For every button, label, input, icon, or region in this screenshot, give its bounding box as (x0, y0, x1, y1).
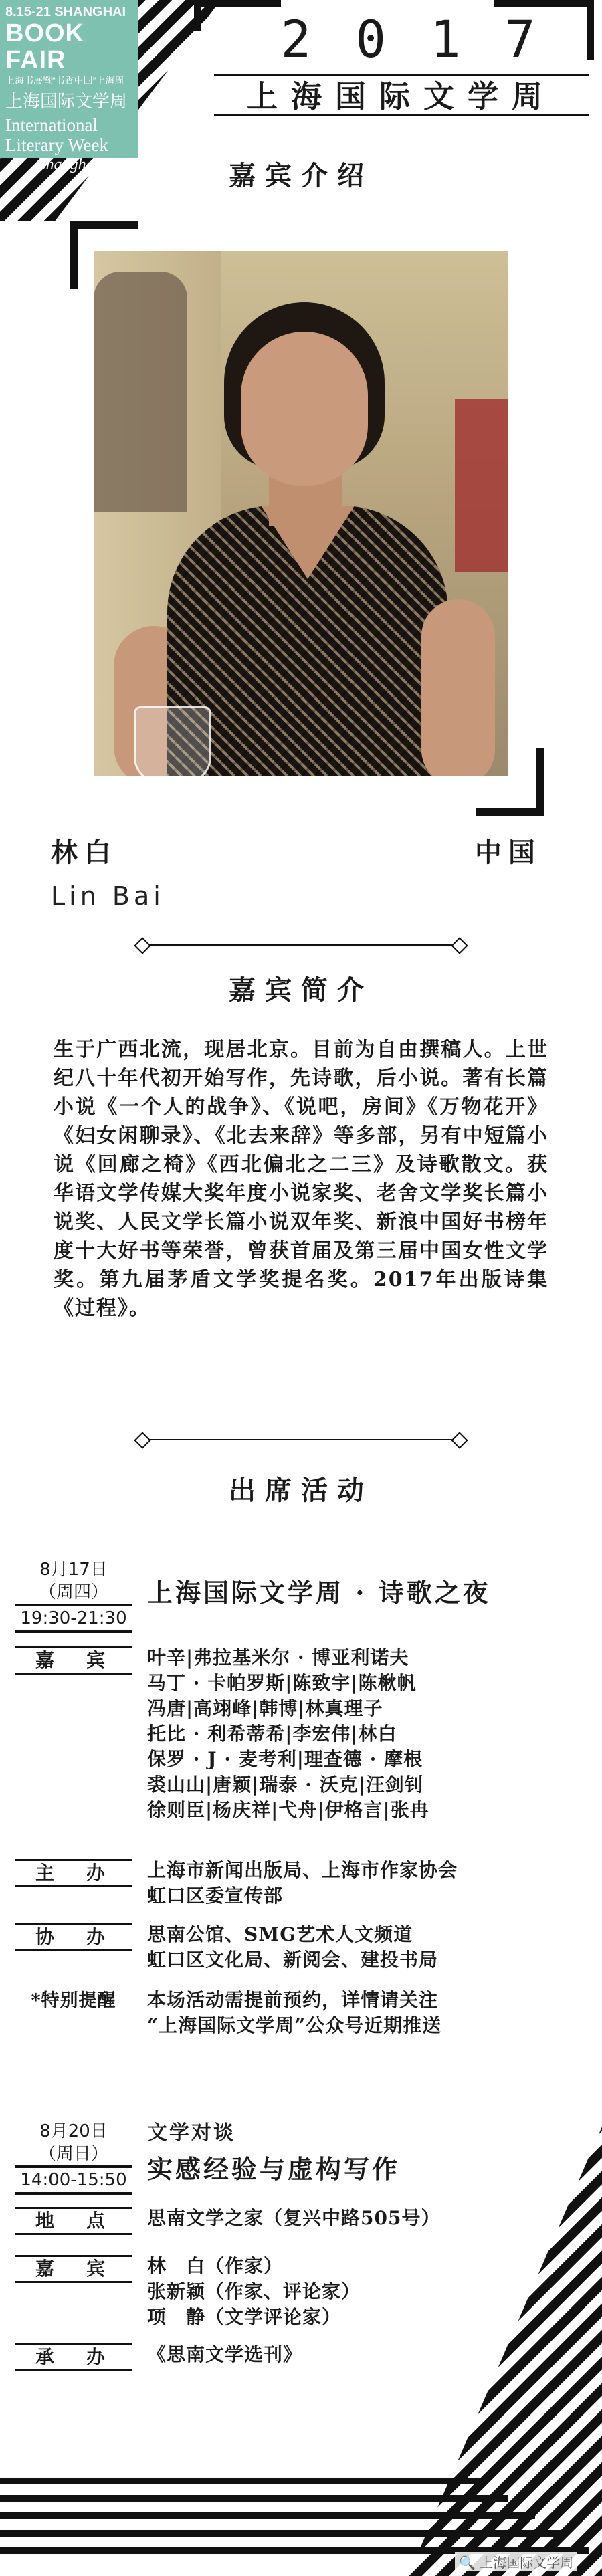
event2-category: 文学对谈 (147, 2121, 235, 2145)
logo-script: Shanghai (37, 156, 99, 173)
guest-line: 保罗 · J · 麦考利|理查德 · 摩根 (147, 1748, 423, 1770)
account-watermark: 🔍 上海国际文学周 (455, 2552, 577, 2571)
year-box (221, 4, 595, 71)
co-line: 思南公馆、SMG艺术人文频道 (147, 1923, 413, 1945)
event1-guests-label: 嘉 宾 (15, 1646, 132, 1675)
guest-name-en: Lin Bai (51, 881, 165, 911)
section-divider (134, 936, 468, 954)
guest-line: 徐则臣|杨庆祥|弋舟|伊格言|张冉 (147, 1799, 429, 1821)
logo-orgs: 上海书展暨“书香中国”上海周 (5, 75, 124, 86)
guest-line: 冯唐|高翊峰|韩博|林真理子 (147, 1697, 383, 1719)
event2-org-label: 承 办 (15, 2343, 132, 2371)
event2-org: 《思南文学选刊》 (147, 2343, 303, 2365)
guest-bio: 生于广西北流，现居北京。目前为自由撰稿人。上世纪八十年代初开始写作，先诗歌，后小说。著有长篇小说《一个人的战争》、《说吧，房间》《万物花开》《妇女闲聊录》、《北去来辞》等多部，另有中短篇小说《回廊之椅》《西北偏北之二三》及诗歌散文。获华语文学传媒大奖年度小说家奖、老舍文学奖长篇小说奖、人民文学长篇小说双年奖、新浪中国好书榜年度十大好书等荣誉，曾获首届及第三届中国女性文学奖。第九届茅盾文学奖提名奖。2017年出版诗集《过程》。 (54, 1038, 548, 1320)
literary-week-logo (0, 0, 138, 173)
event1-weekday: （周四） (38, 1582, 108, 1602)
event2-place: 思南文学之家（复兴中路505号） (147, 2207, 441, 2229)
event2-weekday: （周日） (38, 2144, 108, 2164)
guest-line: 叶辛|弗拉基米尔 · 博亚利诺夫 (147, 1646, 409, 1669)
header-title: 上海国际文学周 (247, 78, 556, 114)
event2-guests-label: 嘉 宾 (15, 2255, 132, 2283)
co-line: 虹口区文化局、新阅会、建投书局 (147, 1949, 439, 1971)
guest-section-title: 嘉宾介绍 (229, 160, 373, 191)
header-title-bar (214, 74, 589, 116)
bio-section-title: 嘉宾简介 (229, 974, 373, 1006)
guest-photo (94, 251, 508, 776)
event2-date: 8月20日 (39, 2121, 108, 2141)
host-line: 上海市新闻出版局、上海市作家协会 (147, 1859, 458, 1881)
photo-frame-corner (476, 748, 544, 816)
event1-date: 8月17日 (39, 1560, 108, 1580)
guest-country: 中国 (475, 837, 542, 868)
event1-date-block (15, 1558, 132, 1633)
year-text: 2017 (280, 9, 580, 69)
note-line: 本场活动需提前预约，详情请关注 (147, 1989, 439, 2011)
event1-co (147, 1922, 575, 1973)
guest-line: 张新颖（作家、评论家） (147, 2280, 361, 2302)
event2-date-block (15, 2120, 132, 2195)
event1-host (147, 1858, 575, 1909)
logo-dates: 8.15-21 SHANGHAI (5, 5, 126, 19)
guest-line: 林 白（作家） (147, 2255, 284, 2277)
guest-line: 马丁 · 卡帕罗斯|陈致宇|陈楸帆 (147, 1672, 417, 1694)
note-line: “上海国际文学周”公众号近期推送 (147, 2014, 442, 2036)
event1-note-label: *特别提醒 (31, 1990, 116, 2011)
guest-name-zh: 林白 (51, 837, 118, 868)
event1-note (147, 1988, 575, 2038)
guest-line: 项 静（文学评论家） (147, 2306, 342, 2328)
guest-line: 裘山山|唐颖|瑞泰 · 沃克|汪剑钊 (147, 1774, 424, 1796)
event1-time: 19:30-21:30 (15, 1604, 132, 1633)
event1-co-label: 协 办 (15, 1923, 132, 1951)
event1-title: 上海国际文学周 · 诗歌之夜 (147, 1578, 491, 1608)
event1-host-label: 主 办 (15, 1859, 132, 1887)
logo-en-2: Literary Week (5, 135, 108, 155)
event2-title: 实感经验与虚构写作 (147, 2154, 401, 2184)
logo-week-zh: 上海国际文学周 (5, 92, 128, 111)
event2-time: 14:00-15:50 (15, 2165, 132, 2195)
host-line: 虹口区委宣传部 (147, 1885, 284, 1907)
logo-bookfair: BOOK FAIR (5, 19, 84, 74)
events-section-title: 出席活动 (229, 1475, 373, 1506)
event2-place-label: 地 点 (15, 2207, 132, 2235)
guest-line: 托比 · 利希蒂希|李宏伟|林白 (147, 1723, 397, 1745)
event1-guests (147, 1645, 575, 1823)
section-divider (134, 1431, 468, 1448)
event2-guests (147, 2254, 575, 2330)
logo-en-1: International (5, 115, 98, 135)
